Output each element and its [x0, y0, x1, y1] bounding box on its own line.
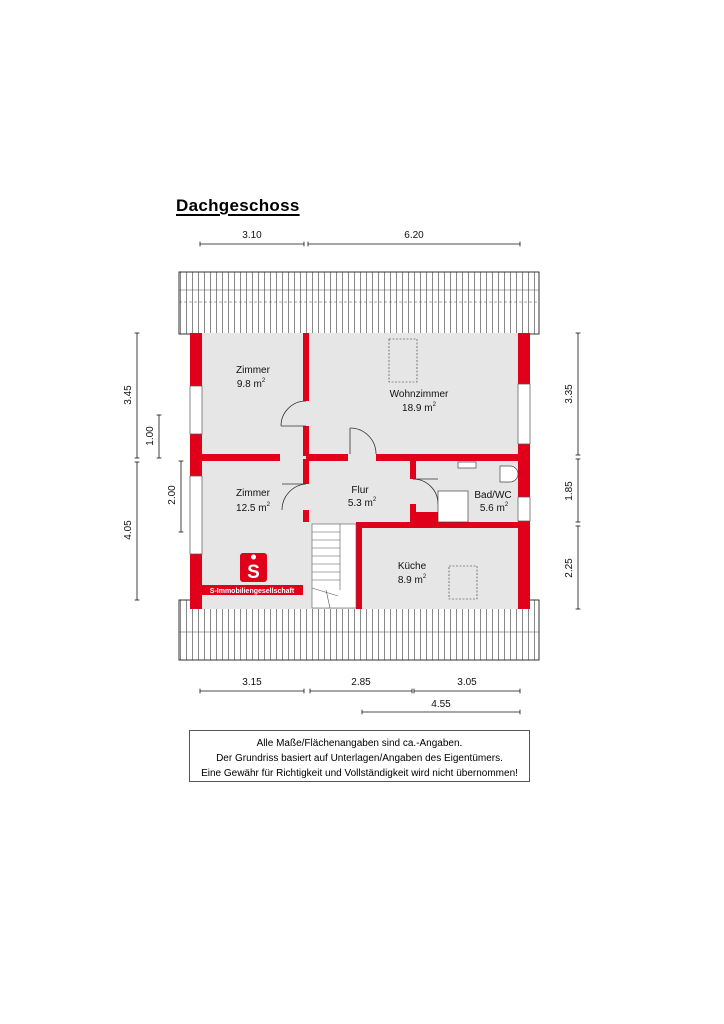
- staircase: [312, 524, 356, 608]
- room-area: 5.6 $m^2$: [479, 502, 509, 514]
- dim-right-3: 2.25: [564, 558, 575, 578]
- disclaimer-line: Alle Maße/Flächenangaben sind ca.-Angaben.: [256, 738, 463, 749]
- room-name: Zimmer: [236, 365, 270, 376]
- room-name: Bad/WC: [474, 490, 512, 501]
- room-name: Zimmer: [236, 488, 270, 499]
- room-area: 9.8 $m^2$: [236, 378, 266, 390]
- room-name: Wohnzimmer: [389, 389, 449, 400]
- dim-bottom-1: 3.15: [242, 677, 262, 688]
- room-name: Flur: [351, 485, 369, 496]
- dim-left-4: 4.05: [123, 520, 134, 540]
- room-area: 18.9 $m^2$: [402, 402, 436, 414]
- disclaimer-box: [189, 730, 530, 782]
- dim-bottom-2: 2.85: [351, 677, 371, 688]
- page-title: Dachgeschoss: [176, 196, 300, 215]
- brand-name: S-Immobiliengesellschaft: [209, 588, 295, 595]
- dim-left-3: 2.00: [167, 485, 178, 505]
- brand-logo-letter: S: [247, 562, 260, 583]
- room-name: Küche: [397, 561, 427, 572]
- room-area: 5.3 $m^2$: [347, 497, 377, 509]
- dim-bottom-total: 4.55: [431, 699, 451, 710]
- dim-left-2: 1.00: [145, 426, 156, 446]
- dim-right-1: 3.35: [564, 384, 575, 404]
- room-area: 12.5 $m^2$: [236, 502, 270, 514]
- brand-logo: [240, 553, 267, 583]
- disclaimer-line: Eine Gewähr für Richtigkeit und Vollständigkeit wird nicht übernommen!: [201, 768, 518, 779]
- dim-left-1: 3.45: [123, 385, 134, 405]
- dim-bottom-3: 3.05: [457, 677, 477, 688]
- roof-top: [179, 272, 539, 334]
- room-area: 8.9 $m^2$: [397, 574, 427, 586]
- dim-top-2: 6.20: [404, 230, 424, 241]
- dim-top-1: 3.10: [242, 230, 262, 241]
- dim-right-2: 1.85: [564, 481, 575, 501]
- disclaimer-line: Der Grundriss basiert auf Unterlagen/Angaben des Eigentümers.: [216, 753, 503, 764]
